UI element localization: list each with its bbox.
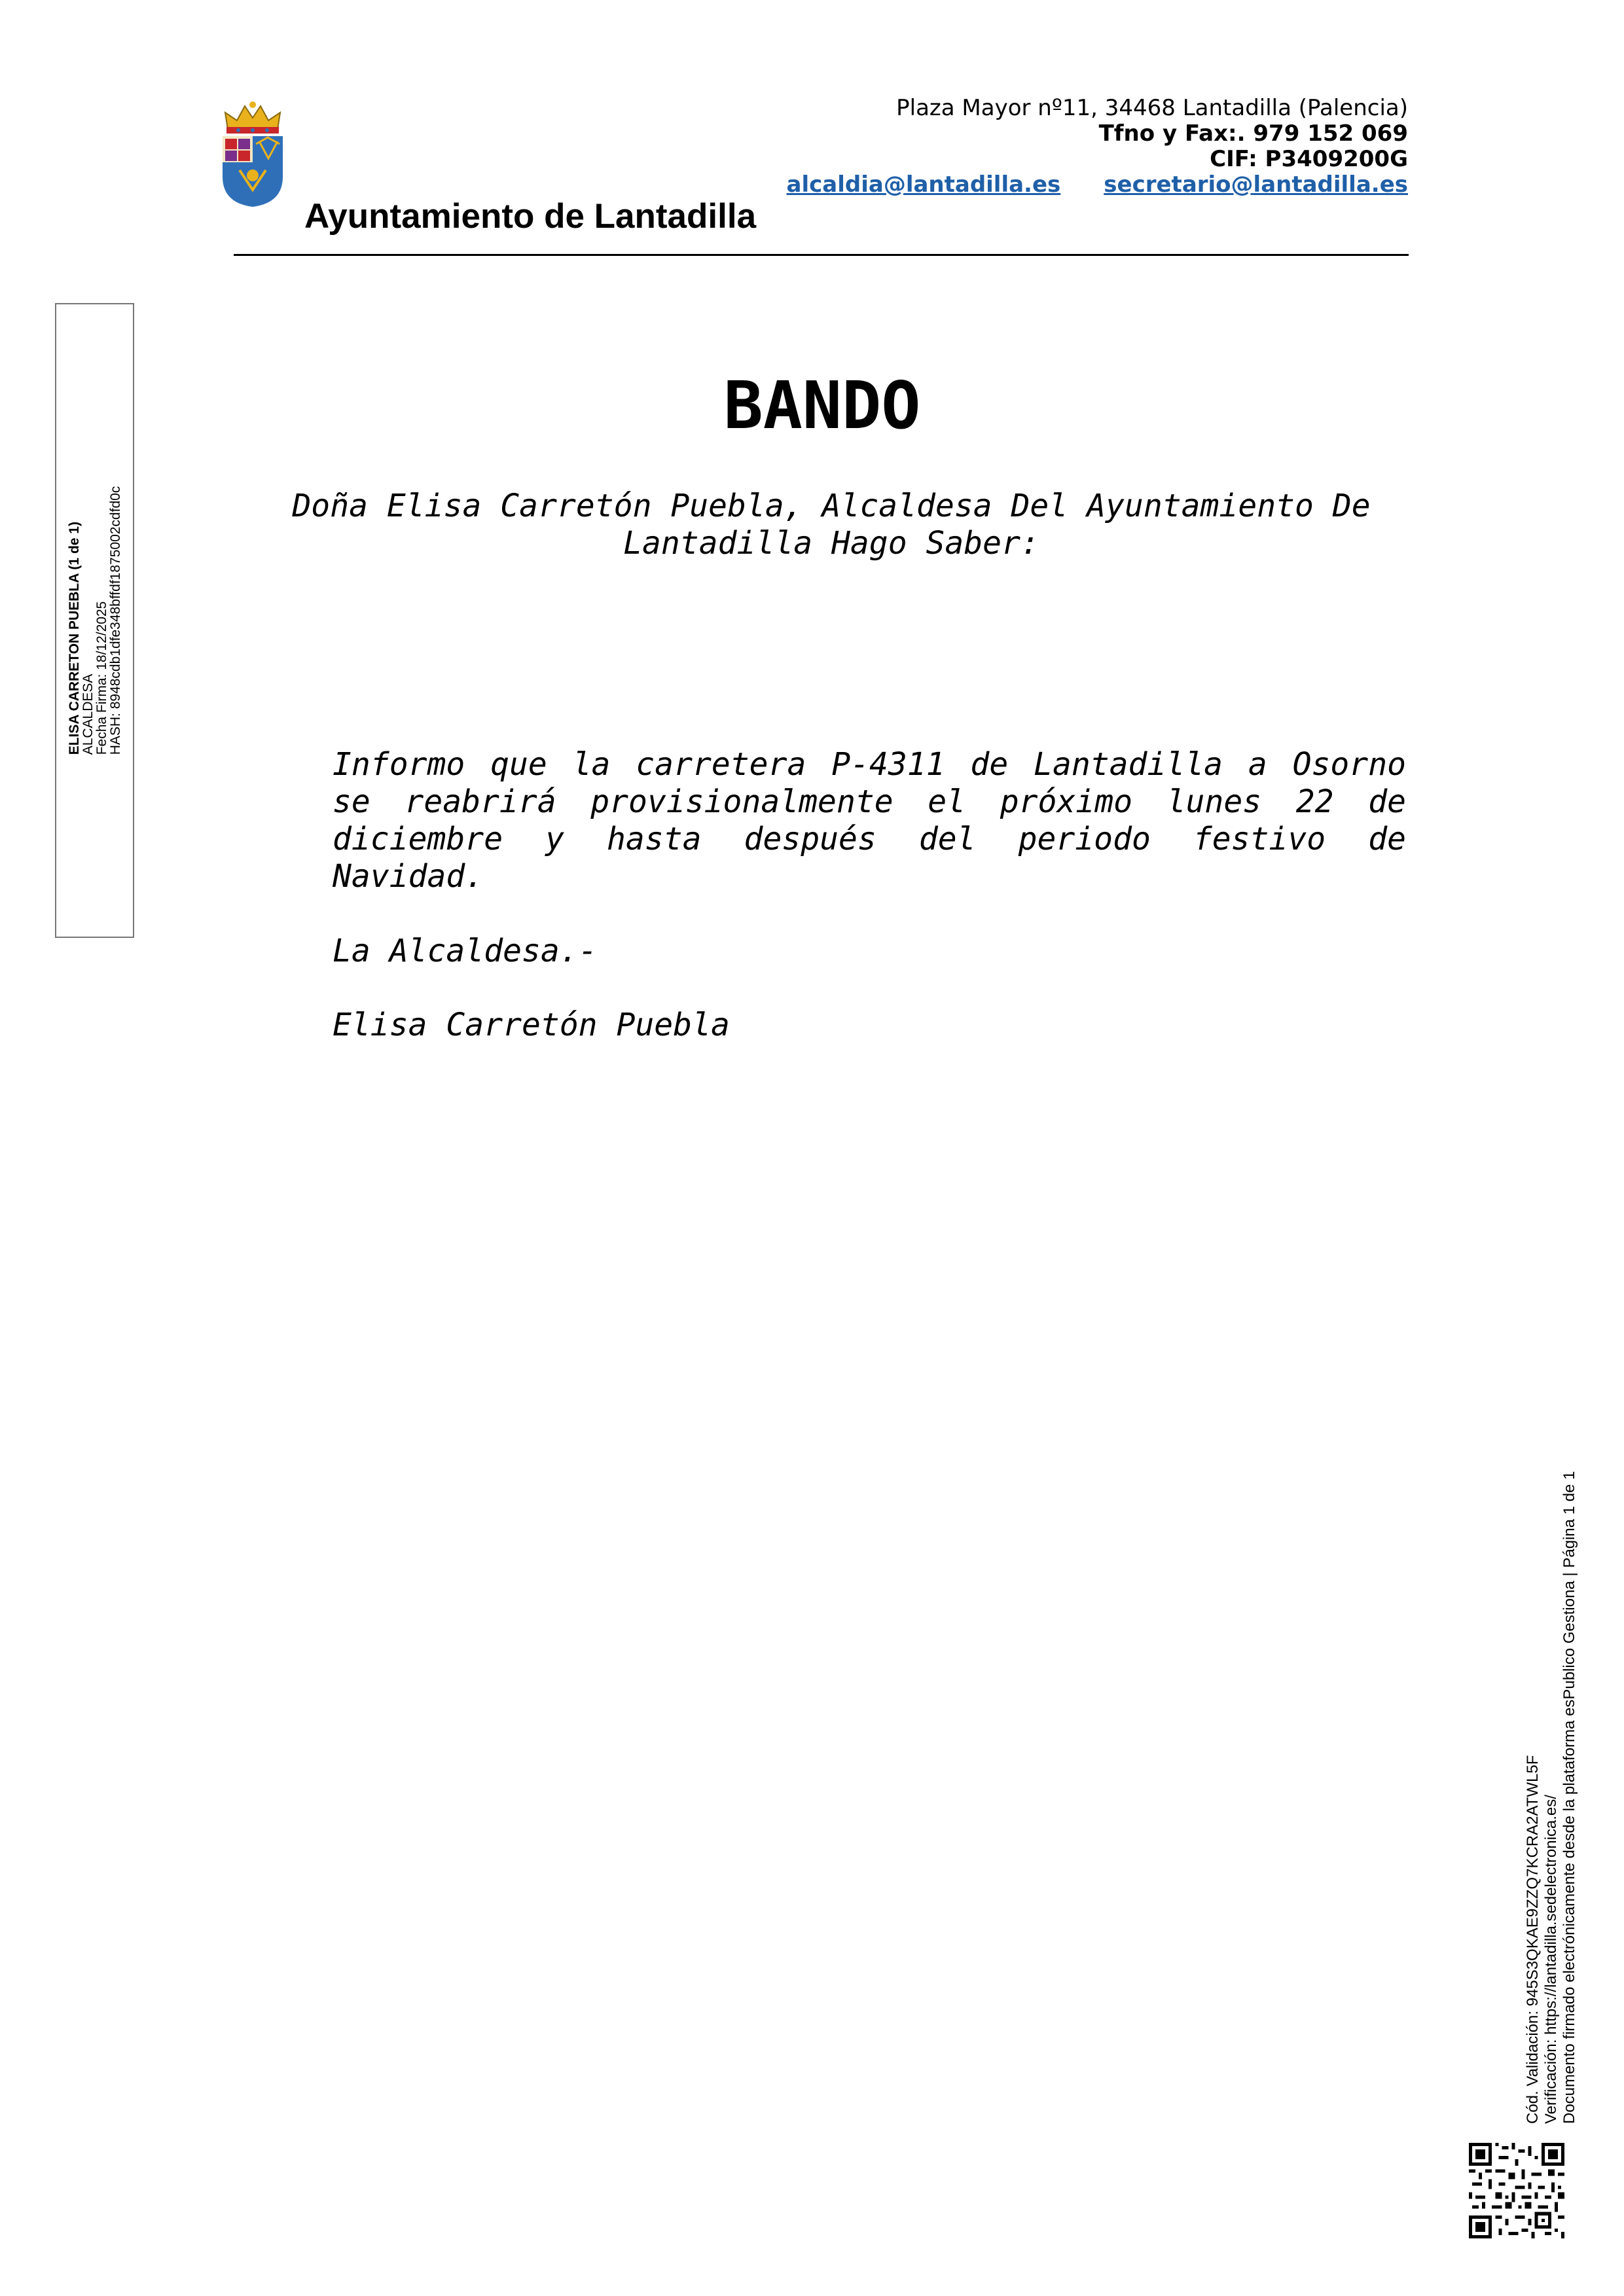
validation-note: Documento firmado electrónicamente desde la plataforma esPublico Gestiona | Página 1 de 1	[1561, 1471, 1578, 2124]
stamp-hash: HASH: 8948cdb1dfe348bffdf1875002cdfd0c	[107, 486, 123, 755]
stamp-date: Fecha Firma: 18/12/2025	[94, 601, 109, 755]
document-title: BANDO	[723, 367, 921, 444]
phone: Tfno y Fax:. 979 152 069	[1098, 120, 1408, 147]
coat-of-arms-icon	[220, 98, 285, 208]
address: Plaza Mayor nº11, 34468 Lantadilla (Palencia)	[896, 95, 1408, 121]
email-link-mayor[interactable]: alcaldia@lantadilla.es	[786, 171, 1061, 198]
email-row	[787, 172, 1408, 198]
stamp-signer: ELISA CARRETON PUEBLA (1 de 1)	[66, 522, 82, 755]
cif: CIF: P3409200G	[1210, 146, 1408, 172]
signature-stamp-text	[67, 486, 122, 755]
contact-block	[787, 96, 1408, 198]
email-link-secretary[interactable]: secretario@lantadilla.es	[1104, 171, 1408, 198]
stamp-role: ALCALDESA	[80, 673, 96, 755]
closing-line: La Alcaldesa.-	[333, 933, 598, 969]
body-paragraph: Informo que la carretera P-4311 de Lantadilla a Osorno se reabrirá provisionalmente el próximo lunes 22 de diciembre y hasta después del periodo festivo de Navidad.	[333, 746, 1406, 895]
validation-text	[1524, 1471, 1579, 2124]
validation-code: Cód. Validación: 945S3QKAE9ZZQ7KCRA2ATWL5F	[1524, 1755, 1542, 2124]
validation-url: Verificación: https://lantadilla.sedelectronica.es/	[1542, 1795, 1560, 2124]
signature-name: Elisa Carretón Puebla	[333, 1007, 730, 1043]
intro-paragraph: Doña Elisa Carretón Puebla, Alcaldesa Del Ayuntamiento De Lantadilla Hago Saber:	[292, 488, 1371, 562]
header-divider	[234, 254, 1409, 256]
validation-block	[1524, 1437, 1583, 2124]
qr-code-icon[interactable]	[1469, 2143, 1564, 2238]
organization-name: Ayuntamiento de Lantadilla	[304, 197, 757, 236]
